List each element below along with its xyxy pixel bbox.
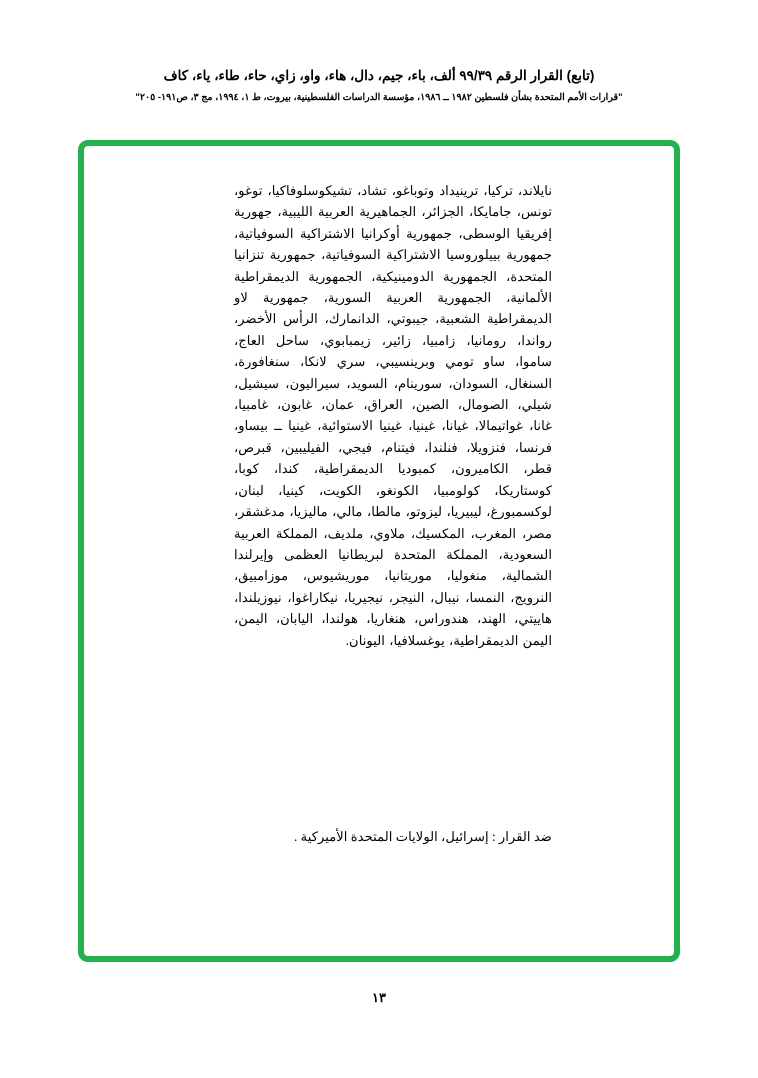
page-header: [0, 68, 758, 103]
country-list-paragraph: [234, 180, 552, 651]
against-resolution-line: ضد القرار : إسرائيل، الولايات المتحدة الأميركية .: [294, 829, 552, 844]
country-list-text: نايلاند، تركيا، ترينيداد وتوباغو، تشاد، تشيكوسلوفاكيا، توغو، تونس، جامايكا، الجزائر، الجماهيرية العربية الليبية، جهورية إفريقيا الوسطى، جمهورية أوكرانيا الاشتراكية السوفياتية، جمهورية بييلوروسيا الاشتراكية السوفياتية، جمهورية تنزانيا المتحدة، الجمهورية الدومينيكية، الجمهورية الديمقراطية الألمانية، الجمهورية العربية السورية، جمهورية لاو الديمقراطية الشعبية، جيبوتي، الدانمارك، الرأس الأخضر، رواندا، رومانيا، زامبيا، زائير، زيمبابوي، ساحل العاج، ساموا، ساو تومي وبرينسيبي، سري لانكا، سنغافورة، السنغال، السودان، سورينام، السويد، سيراليون، سيشيل، شيلي، الصومال، الصين، العراق، عمان، غابون، غامبيا، غانا، غواتيمالا، غيانا، غينيا، غينيا الاستوائية، غينيا ــ بيساو، فرنسا، فنزويلا، فنلندا، فيتنام، فيجي، الفيليبين، قبرص، قطر، الكاميرون، كمبوديا الديمقراطية، كندا، كوبا، كوستاريكا، كولومبيا، الكونغو، الكويت، كينيا، لبنان، لوكسمبورغ، ليبيريا، ليزوتو، مالطا، مالي، ماليزيا، مدغشقر، مصر، المغرب، المكسيك، ملاوي، ملديف، المملكة العربية السعودية، المملكة المتحدة لبريطانيا العظمى وإيرلندا الشمالية، منغوليا، موريتانيا، موريشيوس، موزامبيق، النرويج، النمسا، نيبال، النيجر، نيجيريا، نيكاراغوا، نيوزيلندا، هاييتي، الهند، هندوراس، هنغاريا، هولندا، اليابان، اليمن، اليمن الديمقراطية، يوغسلافيا، اليونان.: [234, 183, 552, 648]
source-citation: "قرارات الأمم المتحدة بشأن فلسطين ١٩٨٢ ــ ١٩٨٦، مؤسسة الدراسات الفلسطينية، بيروت، ط ١، ١٩٩٤، مج ٣، ص١٩١- ٢٠٥": [135, 92, 623, 103]
page-title: (تابع) القرار الرقم ٩٩/٣٩ ألف، باء، جيم، دال، هاء، واو، زاي، حاء، طاء، ياء، كاف: [163, 68, 595, 83]
content-frame: [78, 140, 680, 962]
page-number: ١٣: [372, 990, 386, 1005]
